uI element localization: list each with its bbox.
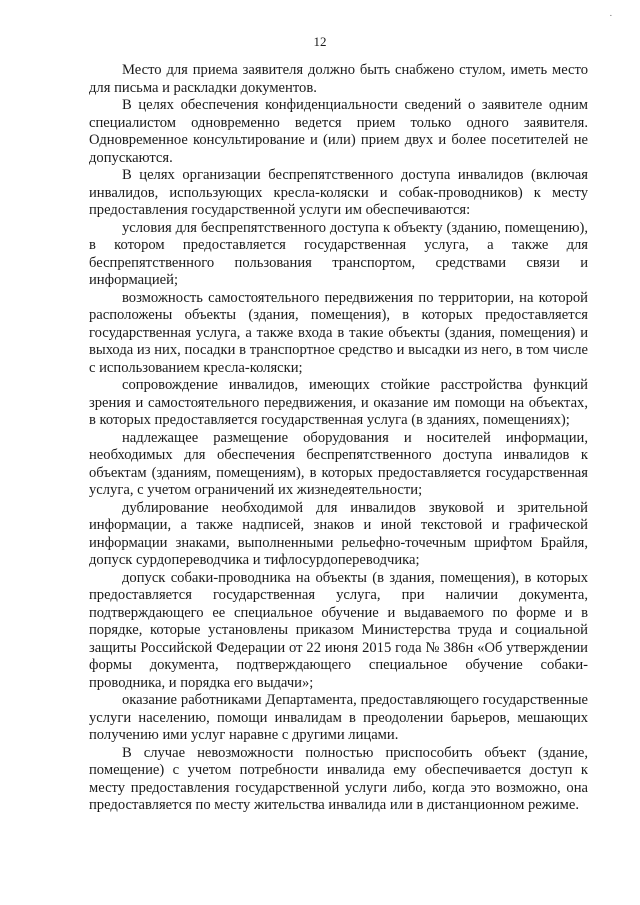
page-number: 12 <box>313 34 327 49</box>
paragraph-seating: Место для приема заявителя должно быть снабжено стулом, иметь место для письма и раскладки документов. <box>89 62 588 96</box>
list-item-equipment-placement: надлежащее размещение оборудования и носителей информации, необходимых для обеспечения беспрепятственного доступа инвалидов к объектам (зданиям, помещениям), в которых предоставляется государственная услуга, с учетом ограничений их жизнедеятельности; <box>89 429 588 498</box>
paragraph-confidentiality: В целях обеспечения конфиденциальности сведений о заявителе одним специалистом одновременно ведется прием только одного заявителя. Одновременное консультирование и (или) прием двух и более посетителей не допускаются. <box>89 97 588 166</box>
document-body <box>89 62 588 815</box>
list-item-staff-assistance: оказание работниками Департамента, предоставляющего государственные услуги населению, помощи инвалидам в преодолении барьеров, мешающих получению ими услуг наравне с другими лицами. <box>89 692 588 743</box>
list-item-guide-dog-admission: допуск собаки-проводника на объекты (в здания, помещения), в которых предоставляется государственная услуга, при наличии документа, подтверждающего ее специальное обучение и выдаваемого по форме и в порядке, которые установлены приказом Министерства труда и социальной защиты Российской Федерации от 22 июня 2015 года № 386н «Об утверждении формы документа, подтверждающего специальное обучение собаки-проводника, и порядка его выдачи»; <box>89 569 588 691</box>
paragraph-accessibility-intro: В целях организации беспрепятственного доступа инвалидов (включая инвалидов, использующих кресла-коляски и собак-проводников) к месту предоставления государственной услуги им обеспечиваются: <box>89 167 588 218</box>
paragraph-alternative-service: В случае невозможности полностью приспособить объект (здание, помещение) с учетом потребности инвалида ему обеспечивается доступ к месту предоставления государственной услуги либо, когда это возможно, она предоставляется по месту жительства инвалида или в дистанционном режиме. <box>89 744 588 813</box>
list-item-information-duplication: дублирование необходимой для инвалидов звуковой и зрительной информации, а также надписей, знаков и иной текстовой и графической информации знаками, выполненными рельефно-точечным шрифтом Брайля, допуск сурдопереводчика и тифлосурдопереводчика; <box>89 499 588 568</box>
list-item-access-conditions: условия для беспрепятственного доступа к объекту (зданию, помещению), в котором предоставляется государственная услуга, а также для беспрепятственного пользования транспортом, средствами связи и информацией; <box>89 219 588 288</box>
corner-mark: . <box>609 8 612 18</box>
list-item-escort: сопровождение инвалидов, имеющих стойкие расстройства функций зрения и самостоятельного передвижения, и оказание им помощи на объектах, в которых предоставляется государственная услуга (в зданиях, помещениях); <box>89 377 588 428</box>
list-item-independent-movement: возможность самостоятельного передвижения по территории, на которой расположены объекты (здания, помещения), в которых предоставляется государственная услуга, а также входа в такие объекты (здания, помещения) и выхода из них, посадки в транспортное средство и высадки из него, в том числе с использованием кресла-коляски; <box>89 289 588 376</box>
